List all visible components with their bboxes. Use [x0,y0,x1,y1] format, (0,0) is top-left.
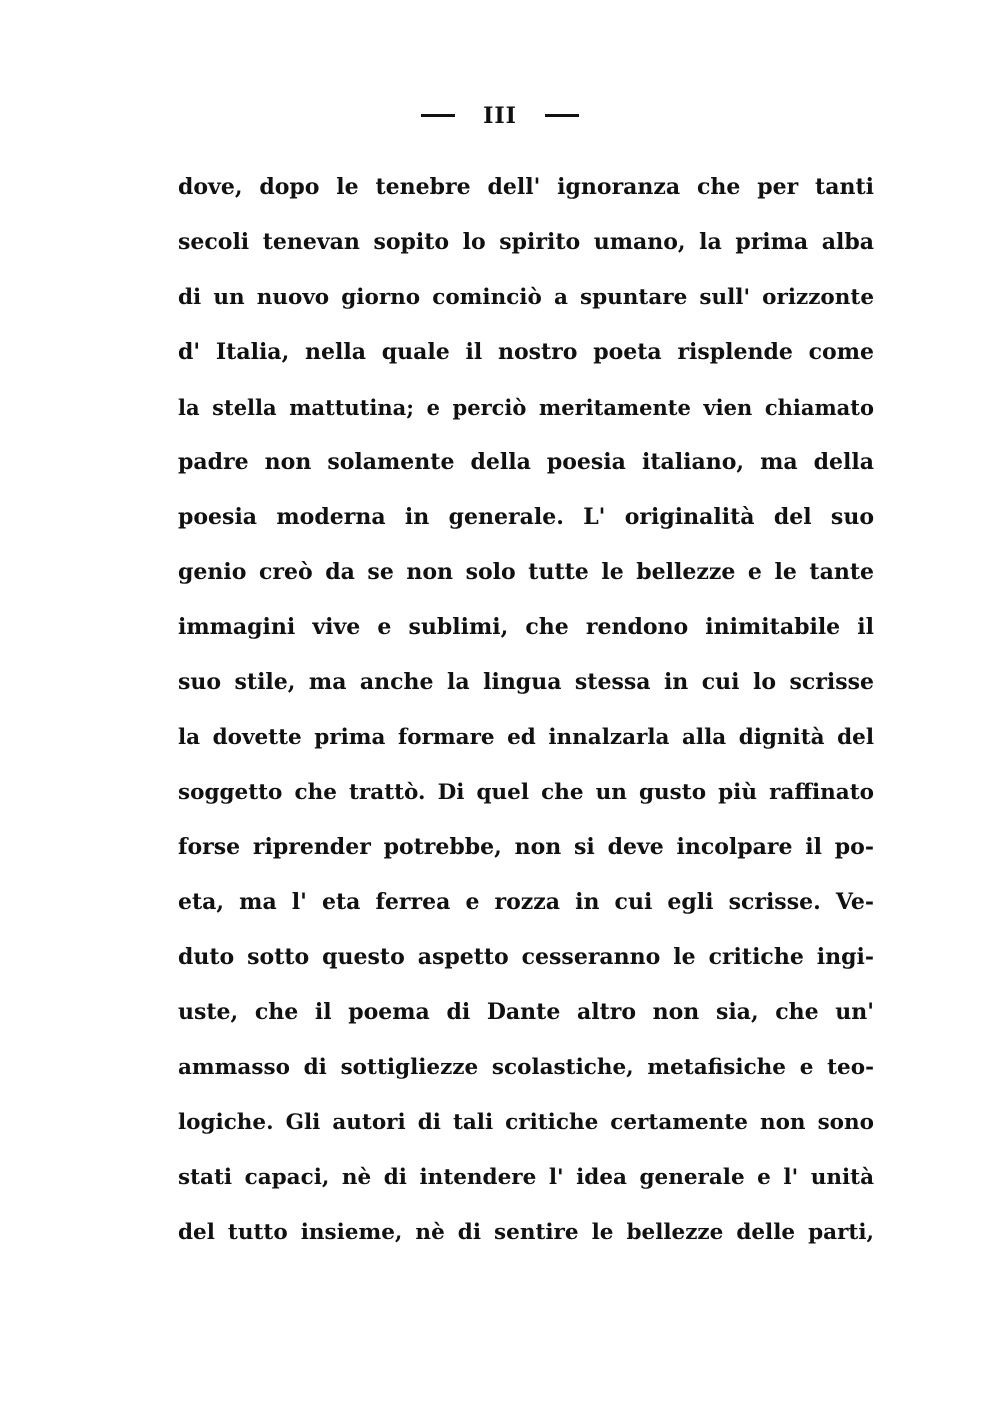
body-text [178,160,874,1260]
right-rule [545,114,579,117]
text-line: suo stile, ma anche la lingua stessa in cui lo scrisse [178,669,874,695]
text-line: soggetto che trattò. Di quel che un gusto più raffinato [178,780,874,805]
running-head [0,103,1000,129]
text-line: la dovette prima formare ed innalzarla alla dignità del [178,725,874,750]
text-line: dove, dopo le tenebre dell' ignoranza che per tanti [178,174,874,200]
left-rule [421,114,455,117]
text-line: la stella mattutina; e perciò meritamente vien chiamato [178,395,874,420]
text-line: d' Italia, nella quale il nostro poeta risplende come [178,339,874,365]
text-line: poesia moderna in generale. L' originalità del suo [178,504,874,530]
page-number: III [483,103,517,129]
text-line: eta, ma l' eta ferrea e rozza in cui egli scrisse. Ve- [178,889,874,915]
text-line: immagini vive e sublimi, che rendono inimitabile il [178,614,874,640]
text-line: padre non solamente della poesia italiano, ma della [178,449,874,475]
text-line: di un nuovo giorno cominciò a spuntare sull' orizzonte [178,285,874,310]
text-line: genio creò da se non solo tutte le bellezze e le tante [178,559,874,585]
text-line: del tutto insieme, nè di sentire le bellezze delle parti, [178,1220,874,1245]
text-line: duto sotto questo aspetto cesseranno le critiche ingi- [178,944,874,970]
text-line: stati capaci, nè di intendere l' idea generale e l' unità [178,1165,874,1190]
text-line: secoli tenevan sopito lo spirito umano, la prima alba [178,229,874,255]
text-line: ammasso di sottigliezze scolastiche, metafisiche e teo- [178,1055,874,1080]
text-line: forse riprender potrebbe, non si deve incolpare il po- [178,834,874,860]
text-line: uste, che il poema di Dante altro non sia, che un' [178,999,874,1025]
text-line: logiche. Gli autori di tali critiche certamente non sono [178,1110,874,1135]
